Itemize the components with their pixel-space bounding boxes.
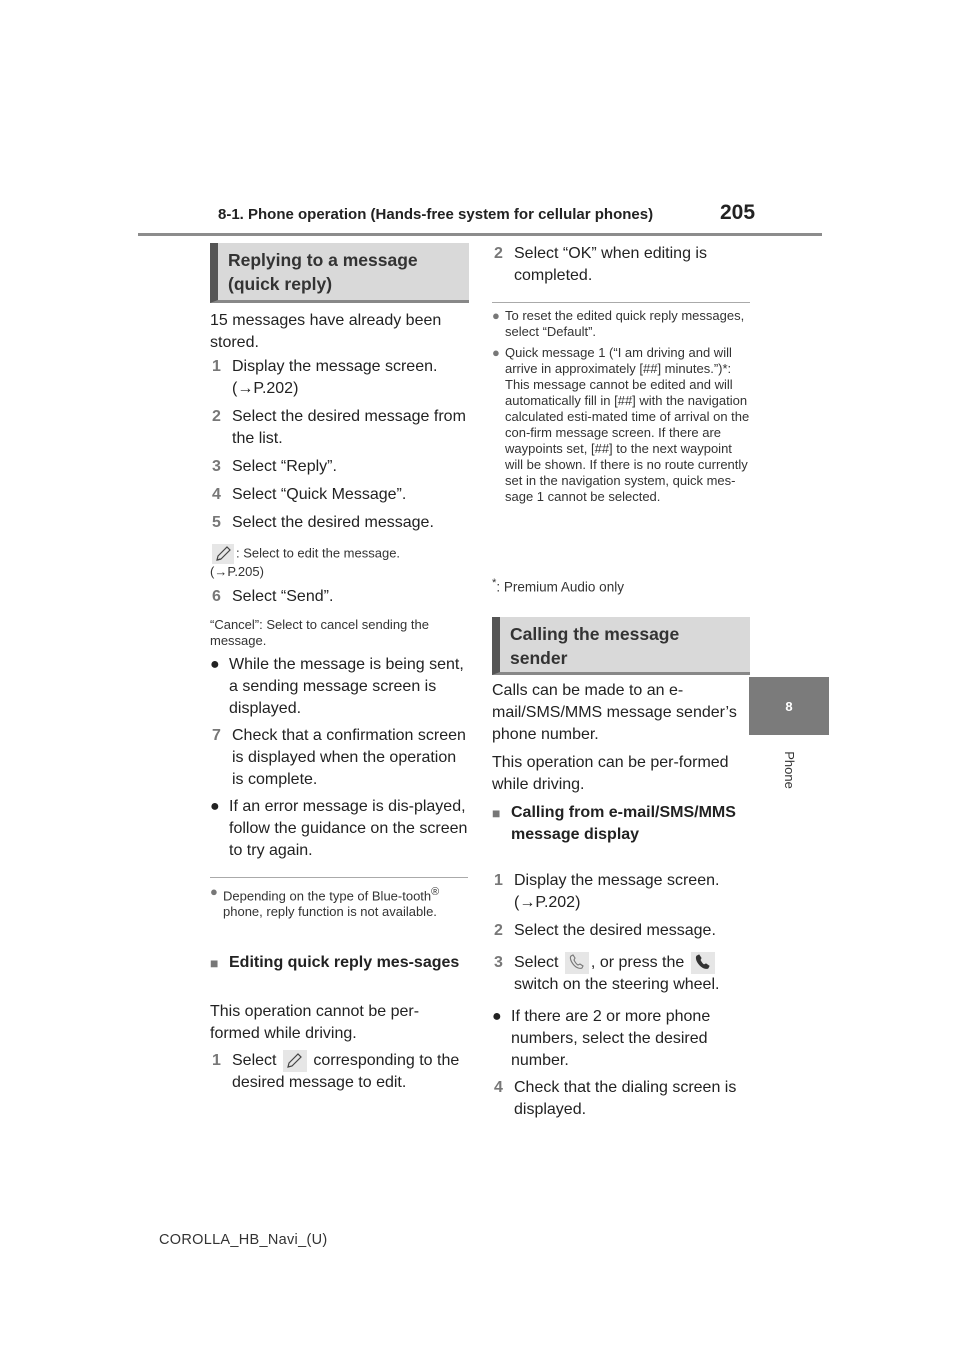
bullet-error: ● If an error message is dis-played, follow the guidance on the screen to try again.	[210, 796, 468, 862]
pencil-icon	[283, 1050, 307, 1072]
editing-para: This operation cannot be per-formed while driving.	[210, 1003, 420, 1042]
square-marker-icon: ■	[492, 805, 501, 821]
step-2-select: 2 Select the desired message.	[494, 922, 716, 939]
quick-reply-intro: 15 messages have already been stored.	[210, 312, 442, 351]
bullet-sending: ● While the message is being sent, a sending message screen is displayed.	[210, 654, 468, 720]
bullet-icon: ●	[210, 798, 220, 815]
info-bullet-icon: ●	[492, 345, 500, 360]
step-3-call: 3 Select , or press the switch on the steering wheel.	[494, 954, 720, 994]
bullet-multiple-numbers: ● If there are 2 or more phone numbers, select the desired number.	[492, 1006, 750, 1072]
step-2: 2 Select the desired message from the list.	[212, 408, 466, 447]
chapter-label: Phone	[782, 751, 797, 789]
info-note-reset: ● To reset the edited quick reply messages, select “Default”.	[492, 308, 745, 339]
page-ref-link[interactable]: (→P.205)	[210, 564, 264, 579]
note-divider	[210, 877, 468, 878]
calling-para-1: Calls can be made to an e-mail/SMS/MMS message sender’s phone number.	[492, 682, 737, 743]
info-bullet-icon: ●	[492, 308, 500, 323]
step-1-display: 1 Display the message screen. (→P.202)	[494, 872, 720, 911]
phone-handset-icon	[565, 952, 589, 974]
quick-reply-steps	[212, 356, 468, 534]
step-5: 5 Select the desired message.	[212, 514, 434, 531]
steering-phone-icon	[691, 952, 715, 974]
note-divider	[492, 302, 750, 303]
info-note-bluetooth: ● Depending on the type of Blue-tooth® phone, reply function is not available.	[210, 884, 440, 920]
step-4: 4 Select “Quick Message”.	[212, 486, 407, 503]
info-note-quick-message: ● Quick message 1 (“I am driving and will arrive in approximately [##] minutes.”)*: This message cannot be edited and will automatically fill in [##] with the navigation calculated esti-mated time of arrival on the con-firm message screen. If there are waypoints set, [##] to the next waypoint will be shown. If there is no route currently set in the navigation system, quick mes-sage 1 cannot be selected.	[492, 345, 750, 504]
step-4-dialing: 4 Check that the dialing screen is displayed.	[494, 1079, 737, 1118]
section-title: 8-1. Phone operation (Hands-free system for cellular phones)	[218, 206, 654, 223]
bullet-icon: ●	[492, 1008, 502, 1025]
chapter-tab: 8	[749, 677, 829, 735]
document-footer: COROLLA_HB_Navi_(U)	[159, 1232, 328, 1248]
info-notes	[492, 308, 752, 505]
info-bullet-icon: ●	[210, 884, 218, 899]
heading-quick-reply: Replying to a message (quick reply)	[210, 243, 469, 303]
subhead-calling-from: ■ Calling from e-mail/SMS/MMS message display	[492, 802, 750, 846]
calling-steps	[494, 870, 750, 942]
step-2-ok: 2 Select “OK” when editing is completed.	[494, 245, 707, 284]
step-1: 1 Display the message screen. (→P.202)	[212, 358, 438, 397]
page-ref-link[interactable]: (→P.202)	[232, 380, 299, 397]
pencil-icon	[212, 544, 234, 564]
step-3: 3 Select “Reply”.	[212, 458, 337, 475]
subhead-editing: ■ Editing quick reply mes-sages	[210, 952, 468, 974]
square-marker-icon: ■	[210, 955, 219, 971]
step-7: 7 Check that a confirmation screen is displayed when the operation is complete.	[212, 727, 466, 788]
footnote: *: Premium Audio only	[492, 577, 624, 595]
heading-calling-sender: Calling the message sender	[492, 617, 750, 675]
edit-icon-note: : Select to edit the message. (→P.205)	[210, 545, 401, 579]
header-rule	[138, 233, 822, 236]
page-ref-link[interactable]: (→P.202)	[514, 894, 581, 911]
step-1-edit: 1 Select corresponding to the desired message to edit.	[212, 1052, 460, 1092]
bullet-icon: ●	[210, 656, 220, 673]
page-number: 205	[720, 201, 756, 224]
cancel-note: “Cancel”: Select to cancel sending the message.	[210, 617, 429, 648]
step-6: 6 Select “Send”.	[212, 588, 334, 605]
calling-para-2: This operation can be per-formed while driving.	[492, 754, 729, 793]
